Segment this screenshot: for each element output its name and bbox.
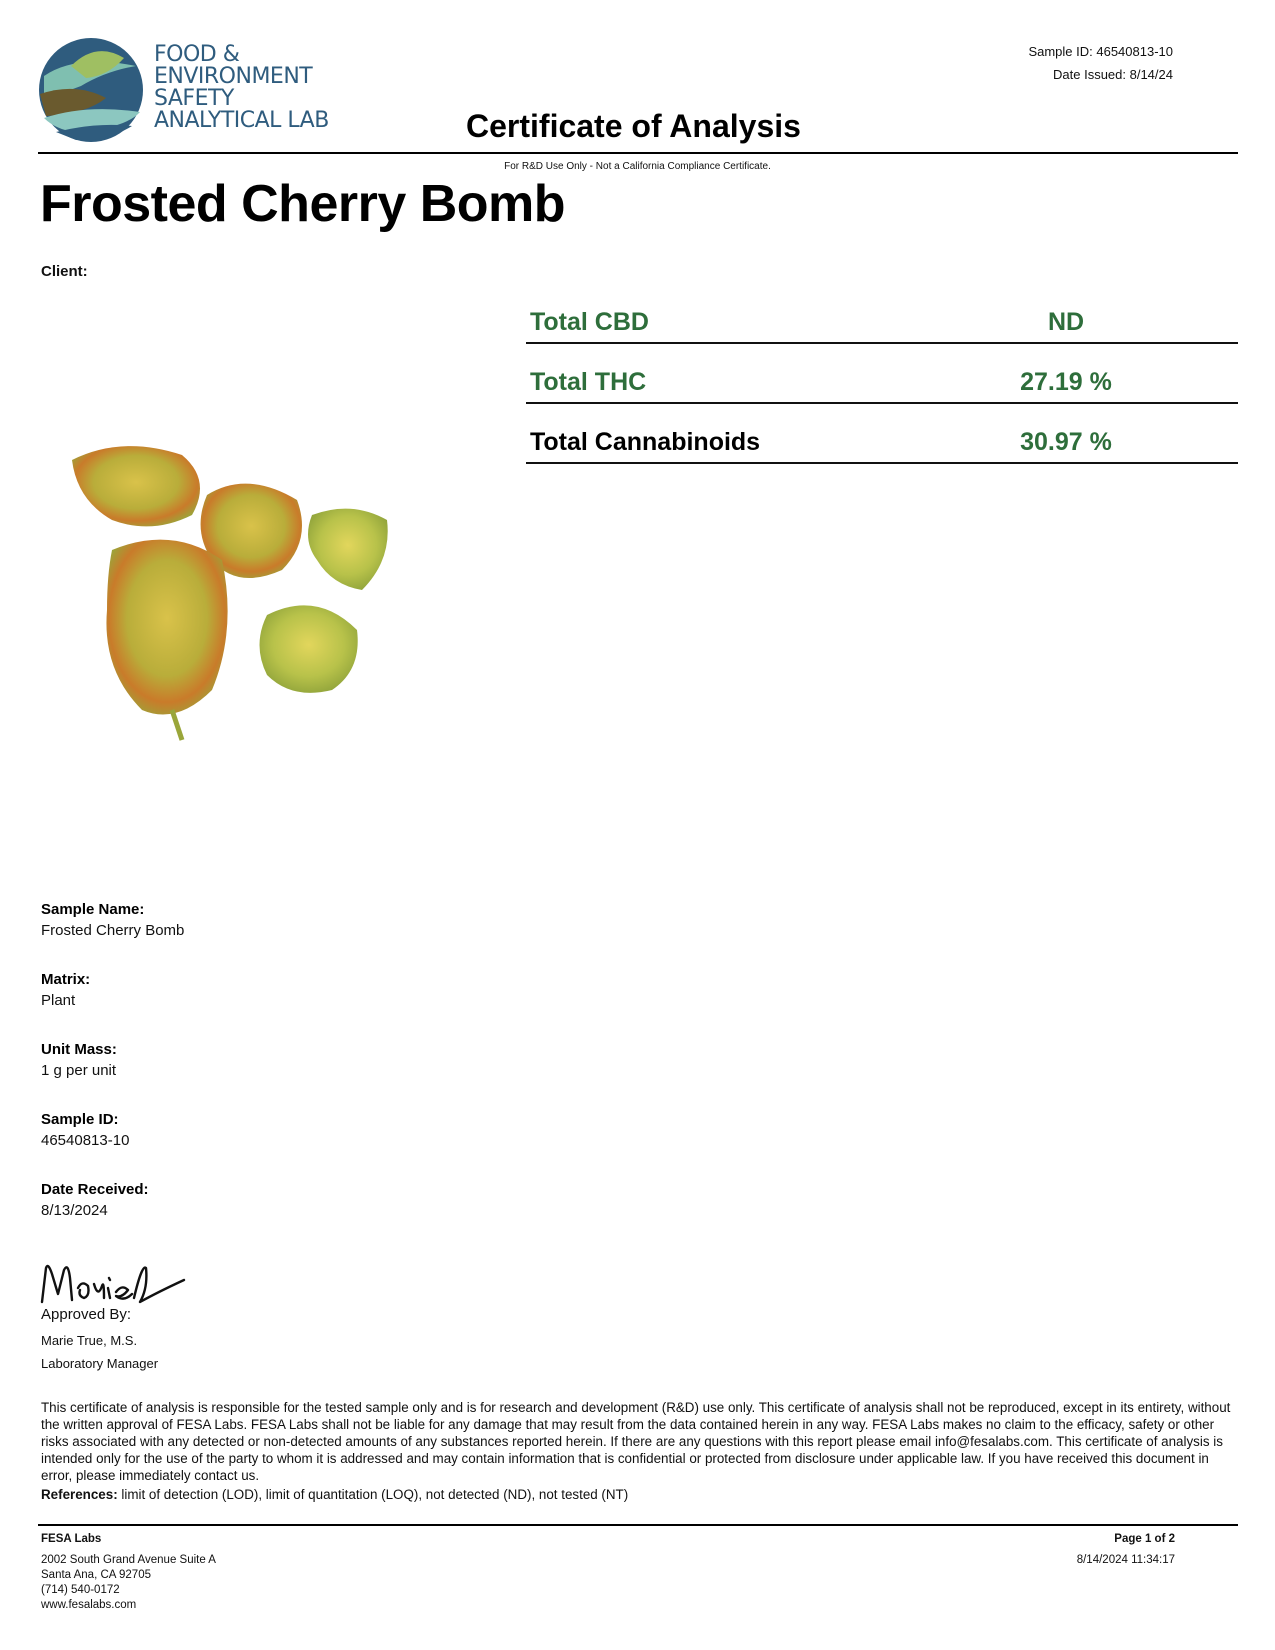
footer-address [41, 1532, 216, 1613]
product-photo [62, 440, 412, 750]
summary-value: 30.97 % [1020, 428, 1112, 456]
lab-logo-icon [36, 36, 146, 144]
approver-title: Laboratory Manager [41, 1356, 159, 1371]
potency-summary [526, 300, 1238, 480]
client-label: Client: [41, 263, 88, 280]
field-unit-mass [41, 1041, 117, 1079]
field-label: Matrix: [41, 971, 91, 988]
compliance-disclaimer: For R&D Use Only - Not a California Compliance Certificate. [504, 161, 771, 172]
references [41, 1487, 628, 1502]
footer-address-line-2: Santa Ana, CA 92705 [41, 1569, 151, 1581]
footer-website: www.fesalabs.com [41, 1599, 137, 1611]
footer-timestamp: 8/14/2024 11:34:17 [1076, 1554, 1175, 1566]
field-label: Unit Mass: [41, 1041, 117, 1058]
references-label: References: [41, 1487, 118, 1502]
references-text: limit of detection (LOD), limit of quantitation (LOQ), not detected (ND), not tested (NT) [117, 1487, 629, 1502]
approver-info [41, 1329, 158, 1375]
approver-name: Marie True, M.S. [41, 1333, 138, 1348]
summary-row-total-thc [526, 360, 1238, 404]
field-value: Frosted Cherry Bomb [41, 922, 185, 939]
header-sample-id: Sample ID: 46540813-10 [1028, 44, 1173, 59]
field-value: 46540813-10 [41, 1132, 130, 1149]
summary-row-total-cannabinoids [526, 420, 1238, 464]
header-divider [38, 152, 1238, 154]
field-matrix [41, 971, 90, 1009]
footer-divider [38, 1524, 1238, 1526]
field-label: Date Received: [41, 1181, 149, 1198]
field-sample-id [41, 1111, 129, 1149]
summary-row-total-cbd [526, 300, 1238, 344]
summary-label: Total THC [530, 368, 647, 396]
header-date-issued: Date Issued: 8/14/24 [1053, 67, 1173, 82]
approved-by-label: Approved By: [41, 1306, 132, 1323]
page-number: Page 1 of 2 [1114, 1533, 1175, 1545]
field-value: 8/13/2024 [41, 1202, 108, 1219]
field-label: Sample ID: [41, 1111, 119, 1128]
field-value: 1 g per unit [41, 1062, 117, 1079]
field-date-received [41, 1181, 149, 1219]
summary-label: Total Cannabinoids [530, 428, 761, 456]
document-title: Certificate of Analysis [466, 108, 801, 144]
field-sample-name [41, 901, 184, 939]
signature-image [38, 1258, 188, 1308]
field-value: Plant [41, 992, 76, 1009]
field-label: Sample Name: [41, 901, 145, 918]
summary-value: ND [1047, 308, 1085, 336]
header-meta [1028, 40, 1173, 86]
footer-address-line-1: 2002 South Grand Avenue Suite A [41, 1554, 216, 1566]
footer-page-info [1077, 1532, 1175, 1568]
summary-label: Total CBD [530, 308, 649, 336]
legal-disclaimer: This certificate of analysis is responsible for the tested sample only and is for research and development (R&D) use only. This certificate of analysis shall not be reproduced, except in its entirety, without the written approval of FESA Labs. FESA Labs shall not be liable for any damage that may result from the data contained herein in any way. FESA Labs makes no claim to the efficacy, safety or other risks associated with any detected or non-detected amounts of any substances reported herein. If there are any questions with this report please email info@fesalabs.com. This certificate of analysis is intended only for the use of the party to whom it is addressed and may contain information that is confidential or protected from disclosure under applicable law. If you have received this document in error, please immediately contact us. [41, 1400, 1231, 1483]
summary-value: 27.19 % [1020, 368, 1112, 396]
lab-logo-wordmark: FOOD & ENVIRONMENT SAFETY ANALYTICAL LAB [154, 42, 329, 133]
sample-title: Frosted Cherry Bomb [40, 175, 566, 233]
footer-phone: (714) 540-0172 [41, 1584, 120, 1596]
footer-company: FESA Labs [41, 1533, 102, 1545]
